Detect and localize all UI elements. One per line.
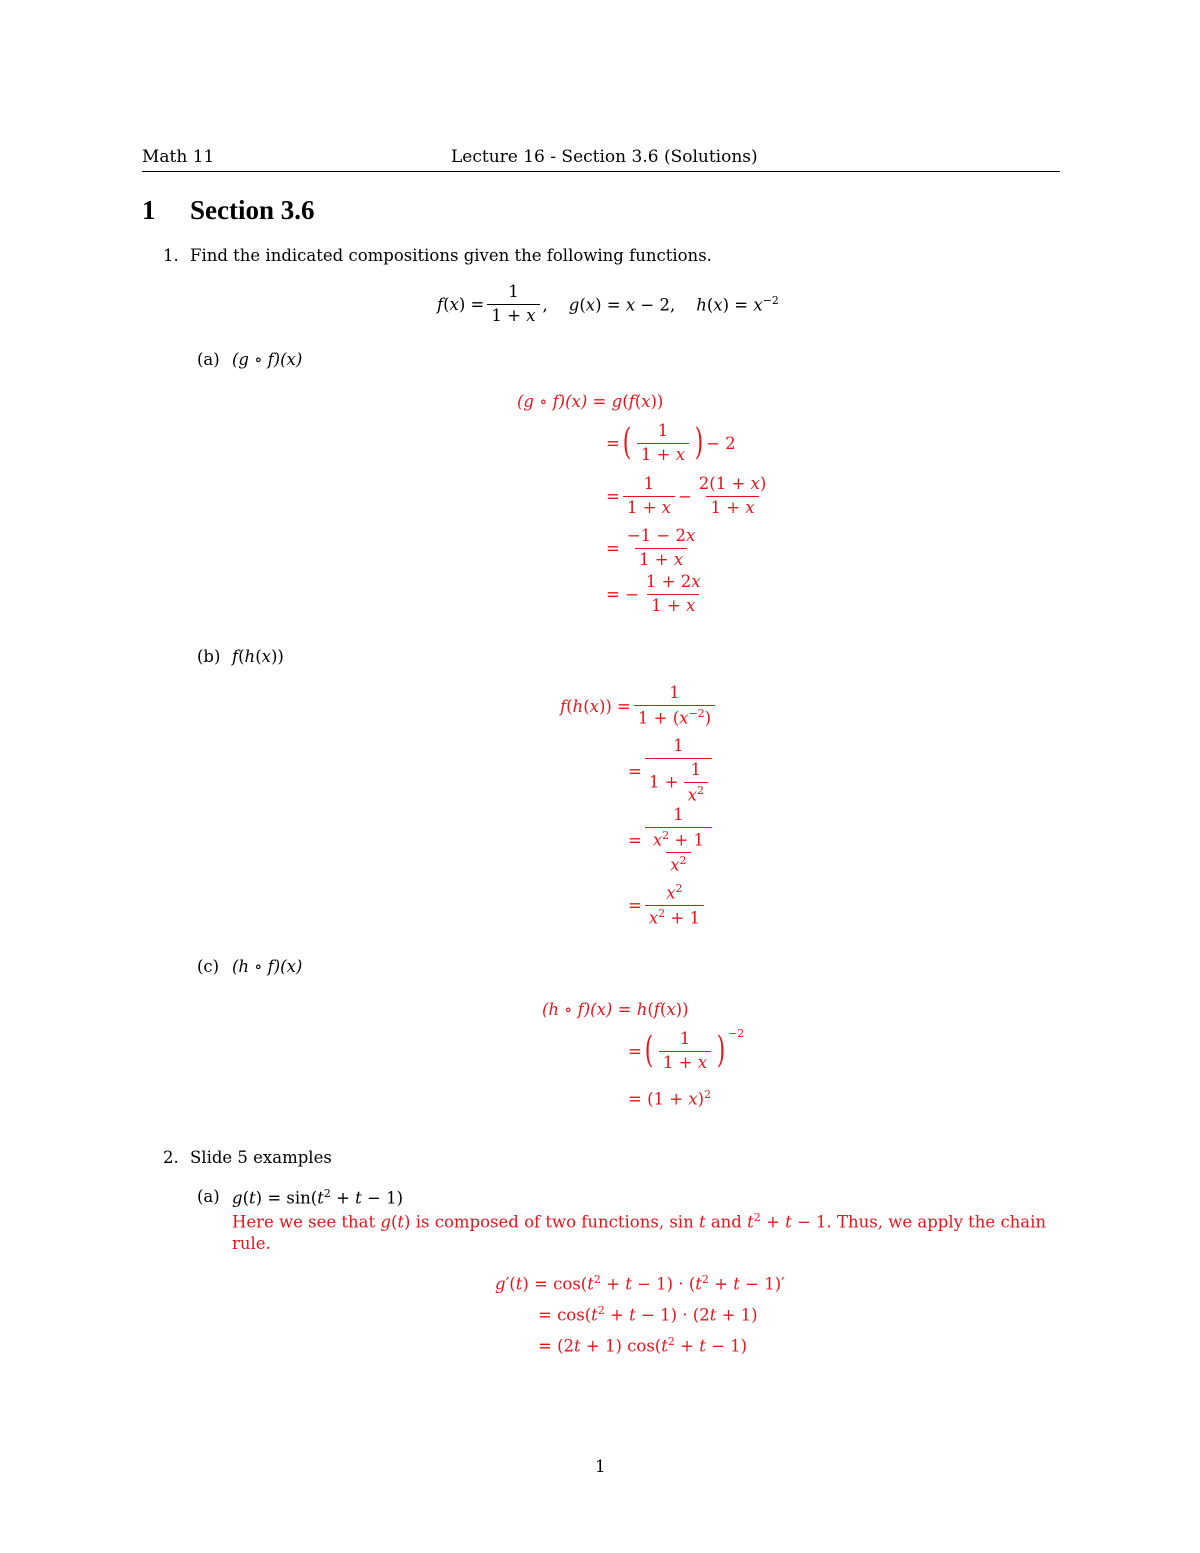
solution-line: = $(1 + x)^2$ [628, 1088, 712, 1109]
part-2a-note-line-1: Here we see that g(t) is composed of two functions, sin t and $t^2 + t - 1$. Thus, we apply the chain [232, 1211, 1047, 1232]
solution-line: = $\frac{1}{\frac{x^2 + 1}{x^2}}$ [628, 806, 715, 876]
section-number: 1 [142, 195, 156, 225]
solution-line: = − $\frac{1 + 2x}{1 + x}$ [606, 572, 701, 615]
solution-line: = ( $\frac{1}{1 + x}$ ) − 2 [606, 421, 736, 464]
header-rule [142, 171, 1060, 172]
header-title: Lecture 16 - Section 3.6 (Solutions) [451, 147, 758, 167]
solution-line: = ( $\frac{1}{1 + x}$ ) −2 [628, 1026, 745, 1072]
solution-line: = $\frac{-1 - 2x}{1 + x}$ [606, 526, 696, 569]
part-1a-expr: (g ∘ f)(x) [232, 350, 303, 369]
problem-1-prompt: Find the indicated compositions given the following functions. [190, 246, 712, 265]
problem-1-number: 1. [163, 246, 179, 265]
function-definitions: f(x) = $\frac{1}{1 + x}$ , g(x) = x − 2, $h(x) = x^{-2}$ [437, 282, 779, 325]
part-1a-label: (a) [197, 350, 220, 369]
solution-line: (g ∘ f)(x) = g(f(x)) [517, 392, 664, 411]
solution-line: $g'(t) = \cos(t^2 + t - 1) \cdot (t^2 + t - 1)'$ [495, 1273, 785, 1294]
problem-2-number: 2. [163, 1148, 179, 1167]
part-2a-label: (a) [197, 1187, 220, 1206]
solution-line: = $\frac{1}{1 + x}$ − $\frac{2(1 + x)}{1 + x}$ [606, 474, 767, 517]
problem-2-prompt: Slide 5 examples [190, 1148, 332, 1167]
part-1c-label: (c) [197, 957, 220, 976]
solution-line: f(h(x)) = $\frac{1}{1 + (x^{-2})}$ [560, 684, 718, 728]
solution-line: = $\frac{x^2}{x^2 + 1}$ [628, 883, 707, 929]
part-1c-expr: (h ∘ f)(x) [232, 957, 303, 976]
page-number: 1 [595, 1457, 606, 1476]
solution-line: = (2t + 1) $\cos(t^2 + t - 1)$ [538, 1335, 748, 1356]
solution-line: = $\cos(t^2 + t - 1) \cdot (2t + 1)$ [538, 1304, 758, 1325]
solution-line: = 1 1 + $\frac{1}{x^2}$ [628, 737, 715, 805]
part-1b-expr: f(h(x)) [232, 647, 284, 666]
fraction: $\frac{1}{1 + x}$ [487, 283, 539, 326]
section-title: Section 3.6 [190, 195, 315, 225]
header-course: Math 11 [142, 147, 215, 167]
part-2a-expr: $g(t) = \sin(t^2 + t - 1)$ [232, 1187, 404, 1208]
part-1b-label: (b) [197, 647, 221, 666]
part-2a-note-line-2: rule. [232, 1234, 271, 1253]
solution-line: (h ∘ f)(x) = h(f(x)) [542, 1000, 689, 1019]
